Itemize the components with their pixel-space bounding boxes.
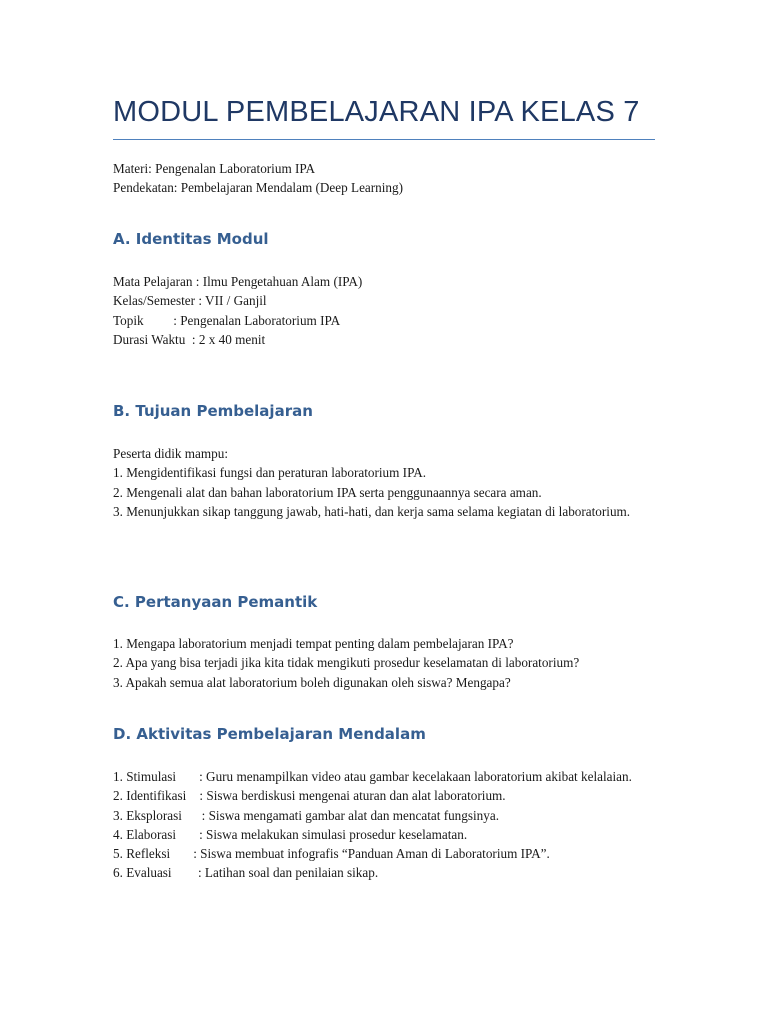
tujuan-intro: Peserta didik mampu: (113, 446, 229, 461)
intro-pendekatan: Pendekatan: Pembelajaran Mendalam (Deep Learning) (113, 180, 404, 196)
tujuan-item-2: 2. Mengenali alat dan bahan laboratorium IPA serta penggunaannya secara aman. (113, 484, 542, 500)
aktivitas-identifikasi: 2. Identifikasi : Siswa berdiskusi mengenai aturan dan alat laboratorium. (113, 788, 506, 804)
tujuan-item-1: 1. Mengidentifikasi fungsi dan peraturan laboratorium IPA. (113, 465, 427, 481)
section-a-heading: A. Identitas Modul (113, 230, 269, 248)
pemantik-item-1: 1. Mengapa laboratorium menjadi tempat penting dalam pembelajaran IPA? (113, 636, 514, 651)
aktivitas-evaluasi: 6. Evaluasi : Latihan soal dan penilaian sikap. (113, 865, 379, 881)
identitas-mata-pelajaran: Mata Pelajaran : Ilmu Pengetahuan Alam (IPA) (113, 274, 363, 289)
identitas-durasi: Durasi Waktu : 2 x 40 menit (113, 331, 266, 347)
pemantik-item-2: 2. Apa yang bisa terjadi jika kita tidak mengikuti prosedur keselamatan di laboratorium? (113, 655, 580, 671)
aktivitas-stimulasi: 1. Stimulasi : Guru menampilkan video atau gambar kecelakaan laboratorium akibat kelalaian. (113, 769, 632, 784)
section-c-heading: C. Pertanyaan Pemantik (113, 593, 318, 611)
section-d-heading: D. Aktivitas Pembelajaran Mendalam (113, 725, 426, 743)
title-divider (113, 139, 655, 140)
section-d-body (113, 767, 658, 883)
identitas-topik: Topik : Pengenalan Laboratorium IPA (113, 312, 341, 328)
section-b-body (113, 444, 658, 521)
aktivitas-refleksi: 5. Refleksi : Siswa membuat infografis “Panduan Aman di Laboratorium IPA”. (113, 846, 550, 862)
aktivitas-elaborasi: 4. Elaborasi : Siswa melakukan simulasi prosedur keselamatan. (113, 826, 468, 842)
section-b-heading: B. Tujuan Pembelajaran (113, 402, 313, 420)
aktivitas-eksplorasi: 3. Eksplorasi : Siswa mengamati gambar alat dan mencatat fungsinya. (113, 807, 499, 823)
document-title: MODUL PEMBELAJARAN IPA KELAS 7 (113, 96, 640, 128)
intro-block (113, 159, 658, 198)
pemantik-item-3: 3. Apakah semua alat laboratorium boleh digunakan oleh siswa? Mengapa? (113, 674, 511, 690)
section-a-body (113, 272, 658, 349)
intro-materi: Materi: Pengenalan Laboratorium IPA (113, 161, 316, 176)
tujuan-item-3: 3. Menunjukkan sikap tanggung jawab, hati-hati, dan kerja sama selama kegiatan di laboratorium. (113, 503, 631, 519)
identitas-kelas-semester: Kelas/Semester : VII / Ganjil (113, 293, 267, 309)
section-c-body (113, 634, 658, 692)
